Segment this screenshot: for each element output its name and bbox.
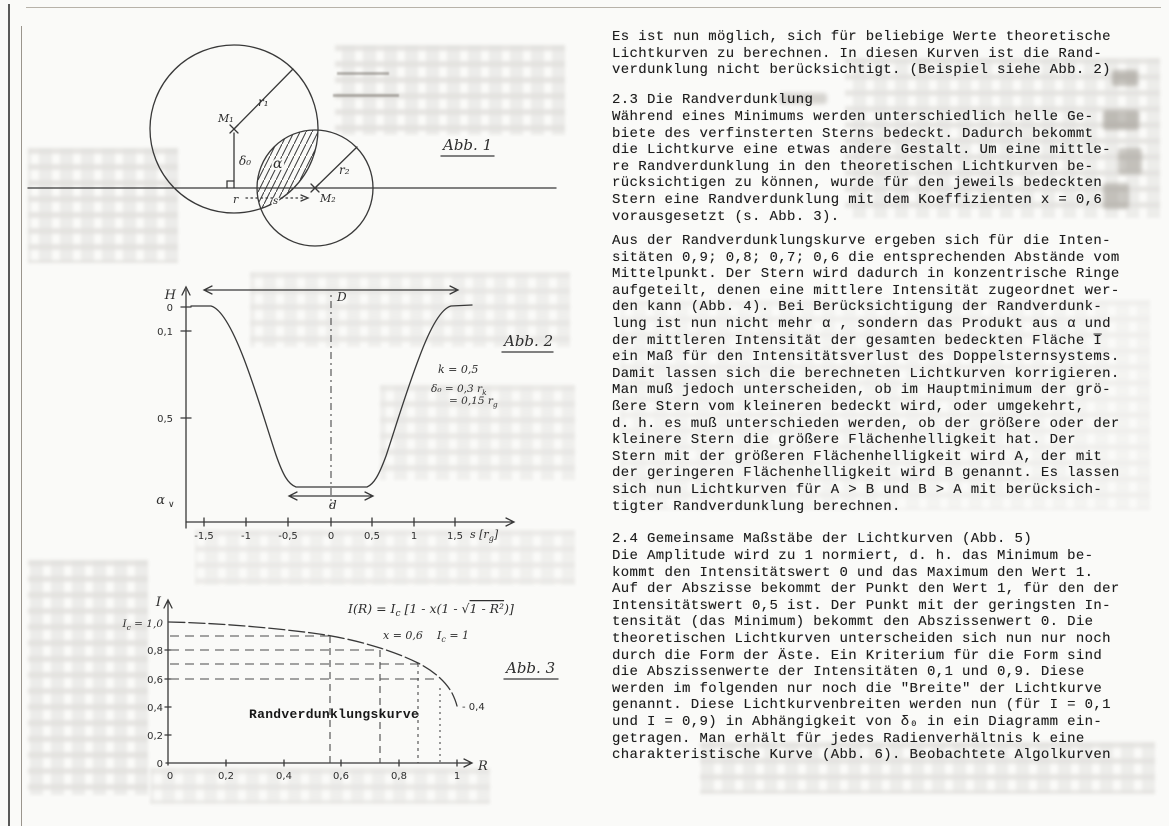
fig1-center2-label: M₂ [320, 192, 336, 205]
fig2-caption: Abb. 2 [504, 332, 554, 350]
fig1-delta-label: δ₀ [239, 154, 252, 168]
figure-3-limb-darkening [121, 595, 558, 782]
fig3-x-tick: 1 [453, 771, 461, 782]
fig1-right-angle-mark [227, 181, 234, 188]
fig2-D-label: D [337, 290, 347, 304]
fig2-y-tick-01: 0,1 [157, 327, 173, 338]
fig1-caption: Abb. 1 [443, 136, 493, 154]
paragraph-intro: Es ist nun möglich, sich für beliebige Werte theoretische Lichtkurven zu berechnen. In diesen Kurven ist die Rand- verdunklung nicht berücksichtigt. (Beispiel siehe Abb. 2) [612, 29, 1111, 79]
fig3-y-tick: 0,6 [147, 675, 163, 686]
fig2-y-tick-0: 0 [166, 303, 173, 314]
fig2-y-tick-05: 0,5 [157, 414, 173, 425]
fig1-s-label: s [273, 196, 279, 207]
fig2-annotation-k: k = 0,5 [438, 363, 479, 376]
fig1-alpha-label: α [273, 156, 283, 172]
fig2-alpha-axis-label: α [156, 493, 165, 508]
fig1-r-label: r [233, 193, 239, 206]
fig1-radius1-label: r₁ [258, 95, 269, 109]
right-page [612, 0, 1152, 826]
paragraph-2-4: Die Amplitude wird zu 1 normiert, d. h. das Minimum be- kommt den Intensitätswert 0 und das Maximum den Wert 1. Auf der Abszisse bekommt der Punkt den Wert 1, für den der Intensitätswert 0,5 ist. Der Punkt mit der geringsten In- tensität (das Minimum) bekommt den Abszissenwert 0. Die theoretischen Lichtkurven unterscheiden sich nun nur noch durch die Form der Äste. Ein Kriterium für die Form sind die Abszissenwerte der Intensitäten 0,1 und 0,9. Diese werden im folgenden nur noch die "Breite" der Lichtkurve genannt. Diese Lichtkurvenbreiten werden nun (für I = 0,1 und I = 0,9) in Abhängigkeit von δ₀ in ein Diagramm ein- getragen. Man erhält für jedes Radienverhältnis k eine charakteristische Kurve (Abb. 6). Beobachtete Algolkurven [612, 548, 1120, 764]
fig3-curve-end-value: - 0,4 [462, 702, 485, 713]
fig3-y-tick: 0,4 [147, 703, 163, 714]
fig1-overlap-hatch [257, 130, 318, 209]
figure-1-eclipse-geometry [28, 45, 556, 246]
fig3-x-tick: 0,4 [276, 771, 292, 782]
fig3-formula: $I(R) = I_c$ [1 - x(1 - √1 - R²)] [348, 601, 514, 619]
fig3-x-tick: 0 [166, 771, 174, 782]
fig2-x-tick: 1 [410, 531, 418, 542]
fig3-y-tick: 0,8 [147, 646, 163, 657]
figure-2-lightcurve [156, 286, 553, 543]
section-heading-2-3: 2.3 Die Randverdunklung [612, 92, 814, 108]
fig1-radius2-label: r₂ [339, 163, 350, 177]
fig2-x-tick: -0,5 [278, 531, 298, 542]
fig2-x-tick: 0 [327, 531, 335, 542]
fig3-horizontal-guides [170, 636, 438, 679]
fig2-x-tick: 1,5 [447, 531, 463, 542]
section-heading-2-4: 2.4 Gemeinsame Maßstäbe der Lichtkurven (Abb. 5) [612, 531, 1033, 547]
fig2-d-label: d [329, 498, 337, 512]
fig3-coefficient: x = 0,6 [383, 629, 423, 642]
fig2-x-tick: 0,5 [364, 531, 380, 542]
fig1-radius2-line [315, 147, 357, 188]
fig3-vertical-guides [330, 636, 440, 763]
fig3-x-tick: 0,8 [391, 771, 407, 782]
fig3-x-tick: 0,6 [333, 771, 349, 782]
fig2-alpha-axis-arrow: ∨ [168, 500, 175, 510]
fig2-x-unit-label: s $[r_g]$ [470, 528, 499, 543]
fig3-y-tick: 0 [156, 759, 163, 770]
paragraph-2-3: Während eines Minimums werden unterschiedlich helle Ge- biete des verfinsterten Sterns bedeckt. Dadurch bekommt die Lichtkurve eine etwas andere Gestalt. Um eine mittle- re Randverdunklung in den theoretischen Lichtkurven be- rücksichtigen zu können, wurde für den jeweils bedeckten Stern eine Randverdunklung mit dem Koeffizienten x = 0,6 vorausgesetzt (s. Abb. 3). [612, 109, 1111, 225]
fig3-x-axis-label: R [478, 759, 488, 774]
fig3-caption: Abb. 3 [506, 659, 556, 677]
fig3-y-tick-ic: $I_c = 1,0$ [122, 618, 163, 632]
fig3-y-tick: 0,2 [147, 731, 163, 742]
fig2-annotation-delta2: = 0,15 $r_g$ [449, 395, 498, 409]
fig3-ic-value: $I_c = 1$ [437, 629, 470, 644]
fig2-x-tick: -1,5 [194, 531, 214, 542]
paragraph-intensities: Aus der Randverdunklungskurve ergeben sich für die Inten- sitäten 0,9; 0,8; 0,7; 0,6 die entsprechenden Abstände vom Mittelpunkt. Der Stern wird dadurch in konzentrische Ringe aufgeteilt, denen eine mittlere Intensität zugeordnet wer- den kann (Abb. 4). Bei Berücksichtigung der Randverdunk- lung ist nun nicht mehr α , sondern das Produkt aus α und der mittleren Intensität der gesamten bedeckten Fläche I̅ ein Maß für den Intensitätsverlust des Doppelsternsystems. Damit lassen sich die berechneten Lichtkurven korrigieren. Man muß jedoch unterscheiden, ob im Hauptminimum der grö- ßere Stern vom kleineren bedeckt wird, oder umgekehrt, d. h. es muß unterschieden werden, ob der größere oder der kleinere Stern die größere Flächenhelligkeit hat. Der Stern mit der größeren Flächenhelligkeit wird A, der mit der geringeren Flächenhelligkeit wird B genannt. Es lassen sich nun Lichtkurven für A > B und B > A mit berücksich- tigter Randverdunklung berechnen. [612, 233, 1120, 515]
fig2-y-axis-label: H [164, 288, 176, 303]
fig2-x-tick: -1 [241, 531, 251, 542]
fig3-x-tick: 0,2 [218, 771, 234, 782]
fig1-center1-label: M₁ [218, 112, 234, 125]
fig3-curve-title: Randverdunklungskurve [249, 707, 420, 722]
fig3-y-axis-label: I [155, 595, 161, 610]
fig2-annotation-delta: δ₀ = 0,3 $r_k$ [431, 383, 487, 397]
